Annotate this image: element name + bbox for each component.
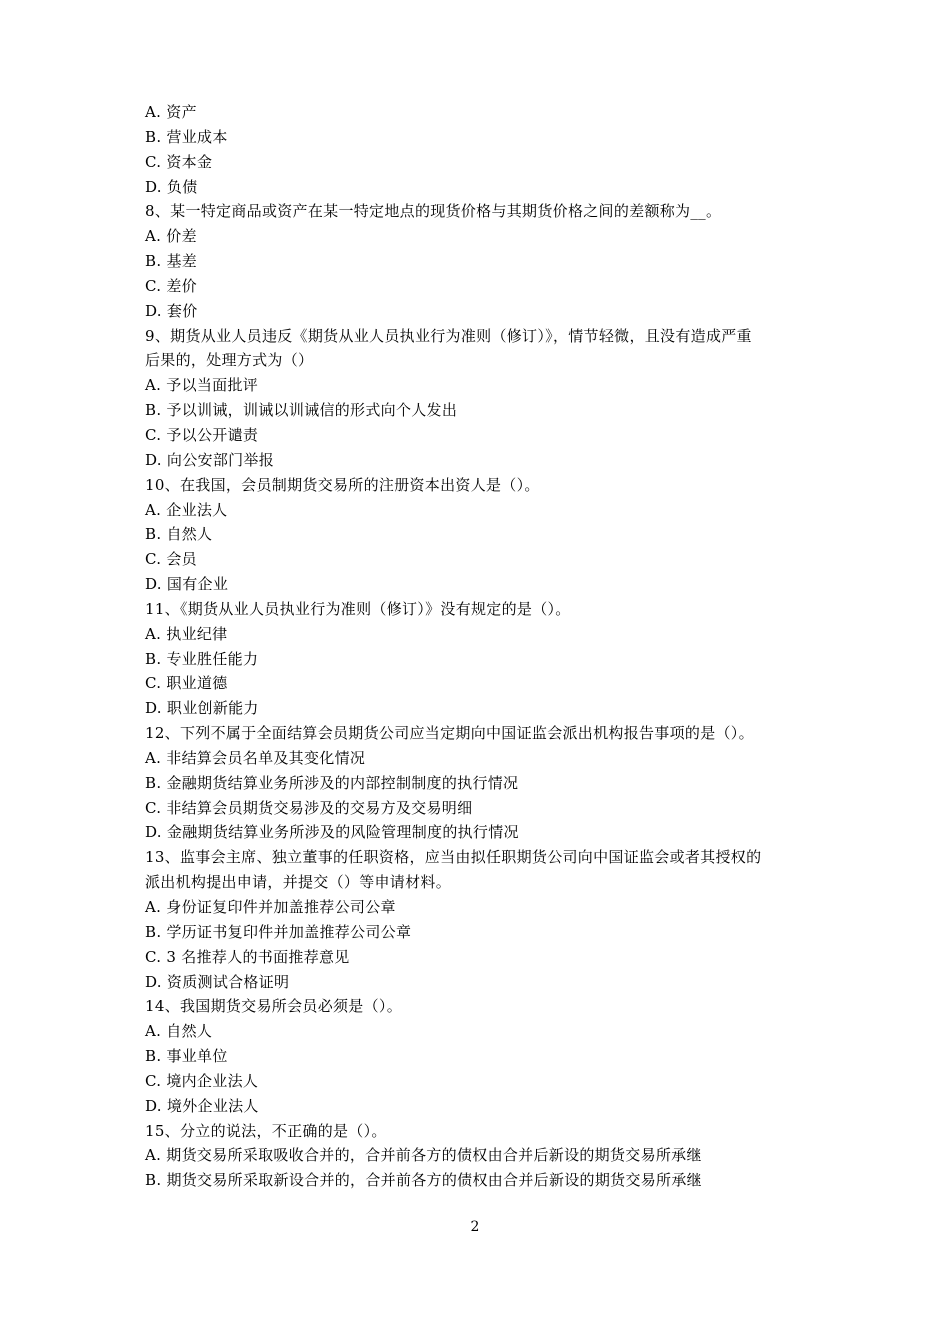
answer-option: A. 期货交易所采取吸收合并的，合并前各方的债权由合并后新设的期货交易所承继 bbox=[145, 1146, 702, 1165]
question-text: 10、在我国，会员制期货交易所的注册资本出资人是（）。 bbox=[145, 475, 540, 494]
document-body bbox=[145, 100, 813, 1193]
question-text: 11、《期货从业人员执业行为准则（修订）》没有规定的是（）。 bbox=[145, 599, 571, 618]
answer-option: C. 职业道德 bbox=[145, 674, 228, 693]
answer-option: A. 价差 bbox=[145, 227, 197, 246]
answer-option: C. 境内企业法人 bbox=[145, 1071, 259, 1090]
answer-option: D. 负债 bbox=[145, 177, 198, 196]
answer-option: A. 身份证复印件并加盖推荐公司公章 bbox=[145, 898, 396, 916]
answer-option: C. 差价 bbox=[145, 276, 197, 295]
page-number: 2 bbox=[470, 1219, 480, 1235]
answer-option: A. 资产 bbox=[145, 103, 197, 121]
answer-option: B. 金融期货结算业务所涉及的内部控制制度的执行情况 bbox=[145, 773, 519, 792]
answer-option: B. 营业成本 bbox=[145, 127, 228, 146]
answer-option: D. 套价 bbox=[145, 301, 198, 320]
answer-option: B. 予以训诫，训诫以训诫信的形式向个人发出 bbox=[145, 401, 458, 420]
answer-option: A. 非结算会员名单及其变化情况 bbox=[145, 748, 366, 767]
answer-option: B. 学历证书复印件并加盖推荐公司公章 bbox=[145, 922, 412, 941]
answer-option: C. 会员 bbox=[145, 550, 197, 569]
answer-option: D. 向公安部门举报 bbox=[145, 450, 275, 469]
answer-option: D. 境外企业法人 bbox=[145, 1096, 259, 1115]
answer-option: D. 资质测试合格证明 bbox=[145, 972, 290, 991]
answer-option: C. 予以公开谴责 bbox=[145, 425, 259, 444]
question-text: 14、我国期货交易所会员必须是（）。 bbox=[145, 997, 402, 1016]
answer-option: B. 自然人 bbox=[145, 525, 213, 544]
question-text: 派出机构提出申请，并提交（）等申请材料。 bbox=[145, 873, 452, 892]
answer-option: A. 执业纪律 bbox=[145, 624, 228, 643]
question-text: 8、某一特定商品或资产在某一特定地点的现货价格与其期货价格之间的差额称为__。 bbox=[145, 202, 722, 221]
question-text: 13、监事会主席、独立董事的任职资格，应当由拟任职期货公司向中国证监会或者其授权的 bbox=[145, 848, 762, 867]
answer-option: C. 非结算会员期货交易涉及的交易方及交易明细 bbox=[145, 798, 473, 817]
answer-option: B. 专业胜任能力 bbox=[145, 649, 259, 668]
answer-option: B. 事业单位 bbox=[145, 1047, 228, 1066]
answer-option: B. 期货交易所采取新设合并的，合并前各方的债权由合并后新设的期货交易所承继 bbox=[145, 1171, 702, 1190]
answer-option: D. 金融期货结算业务所涉及的风险管理制度的执行情况 bbox=[145, 823, 519, 842]
answer-option: A. 予以当面批评 bbox=[145, 376, 259, 395]
question-text: 15、分立的说法，不正确的是（）。 bbox=[145, 1121, 387, 1140]
question-text: 后果的，处理方式为（） bbox=[145, 351, 314, 370]
answer-option: C. 资本金 bbox=[145, 152, 213, 171]
answer-option: B. 基差 bbox=[145, 252, 198, 271]
answer-option: A. 企业法人 bbox=[145, 500, 228, 519]
answer-option: C. 3 名推荐人的书面推荐意见 bbox=[145, 947, 350, 966]
question-text: 12、下列不属于全面结算会员期货公司应当定期向中国证监会派出机构报告事项的是（）。 bbox=[145, 724, 754, 743]
question-text: 9、期货从业人员违反《期货从业人员执业行为准则（修订）》，情节轻微，且没有造成严重 bbox=[145, 326, 752, 345]
answer-option: A. 自然人 bbox=[145, 1022, 213, 1041]
answer-option: D. 职业创新能力 bbox=[145, 699, 259, 718]
answer-option: D. 国有企业 bbox=[145, 575, 229, 594]
